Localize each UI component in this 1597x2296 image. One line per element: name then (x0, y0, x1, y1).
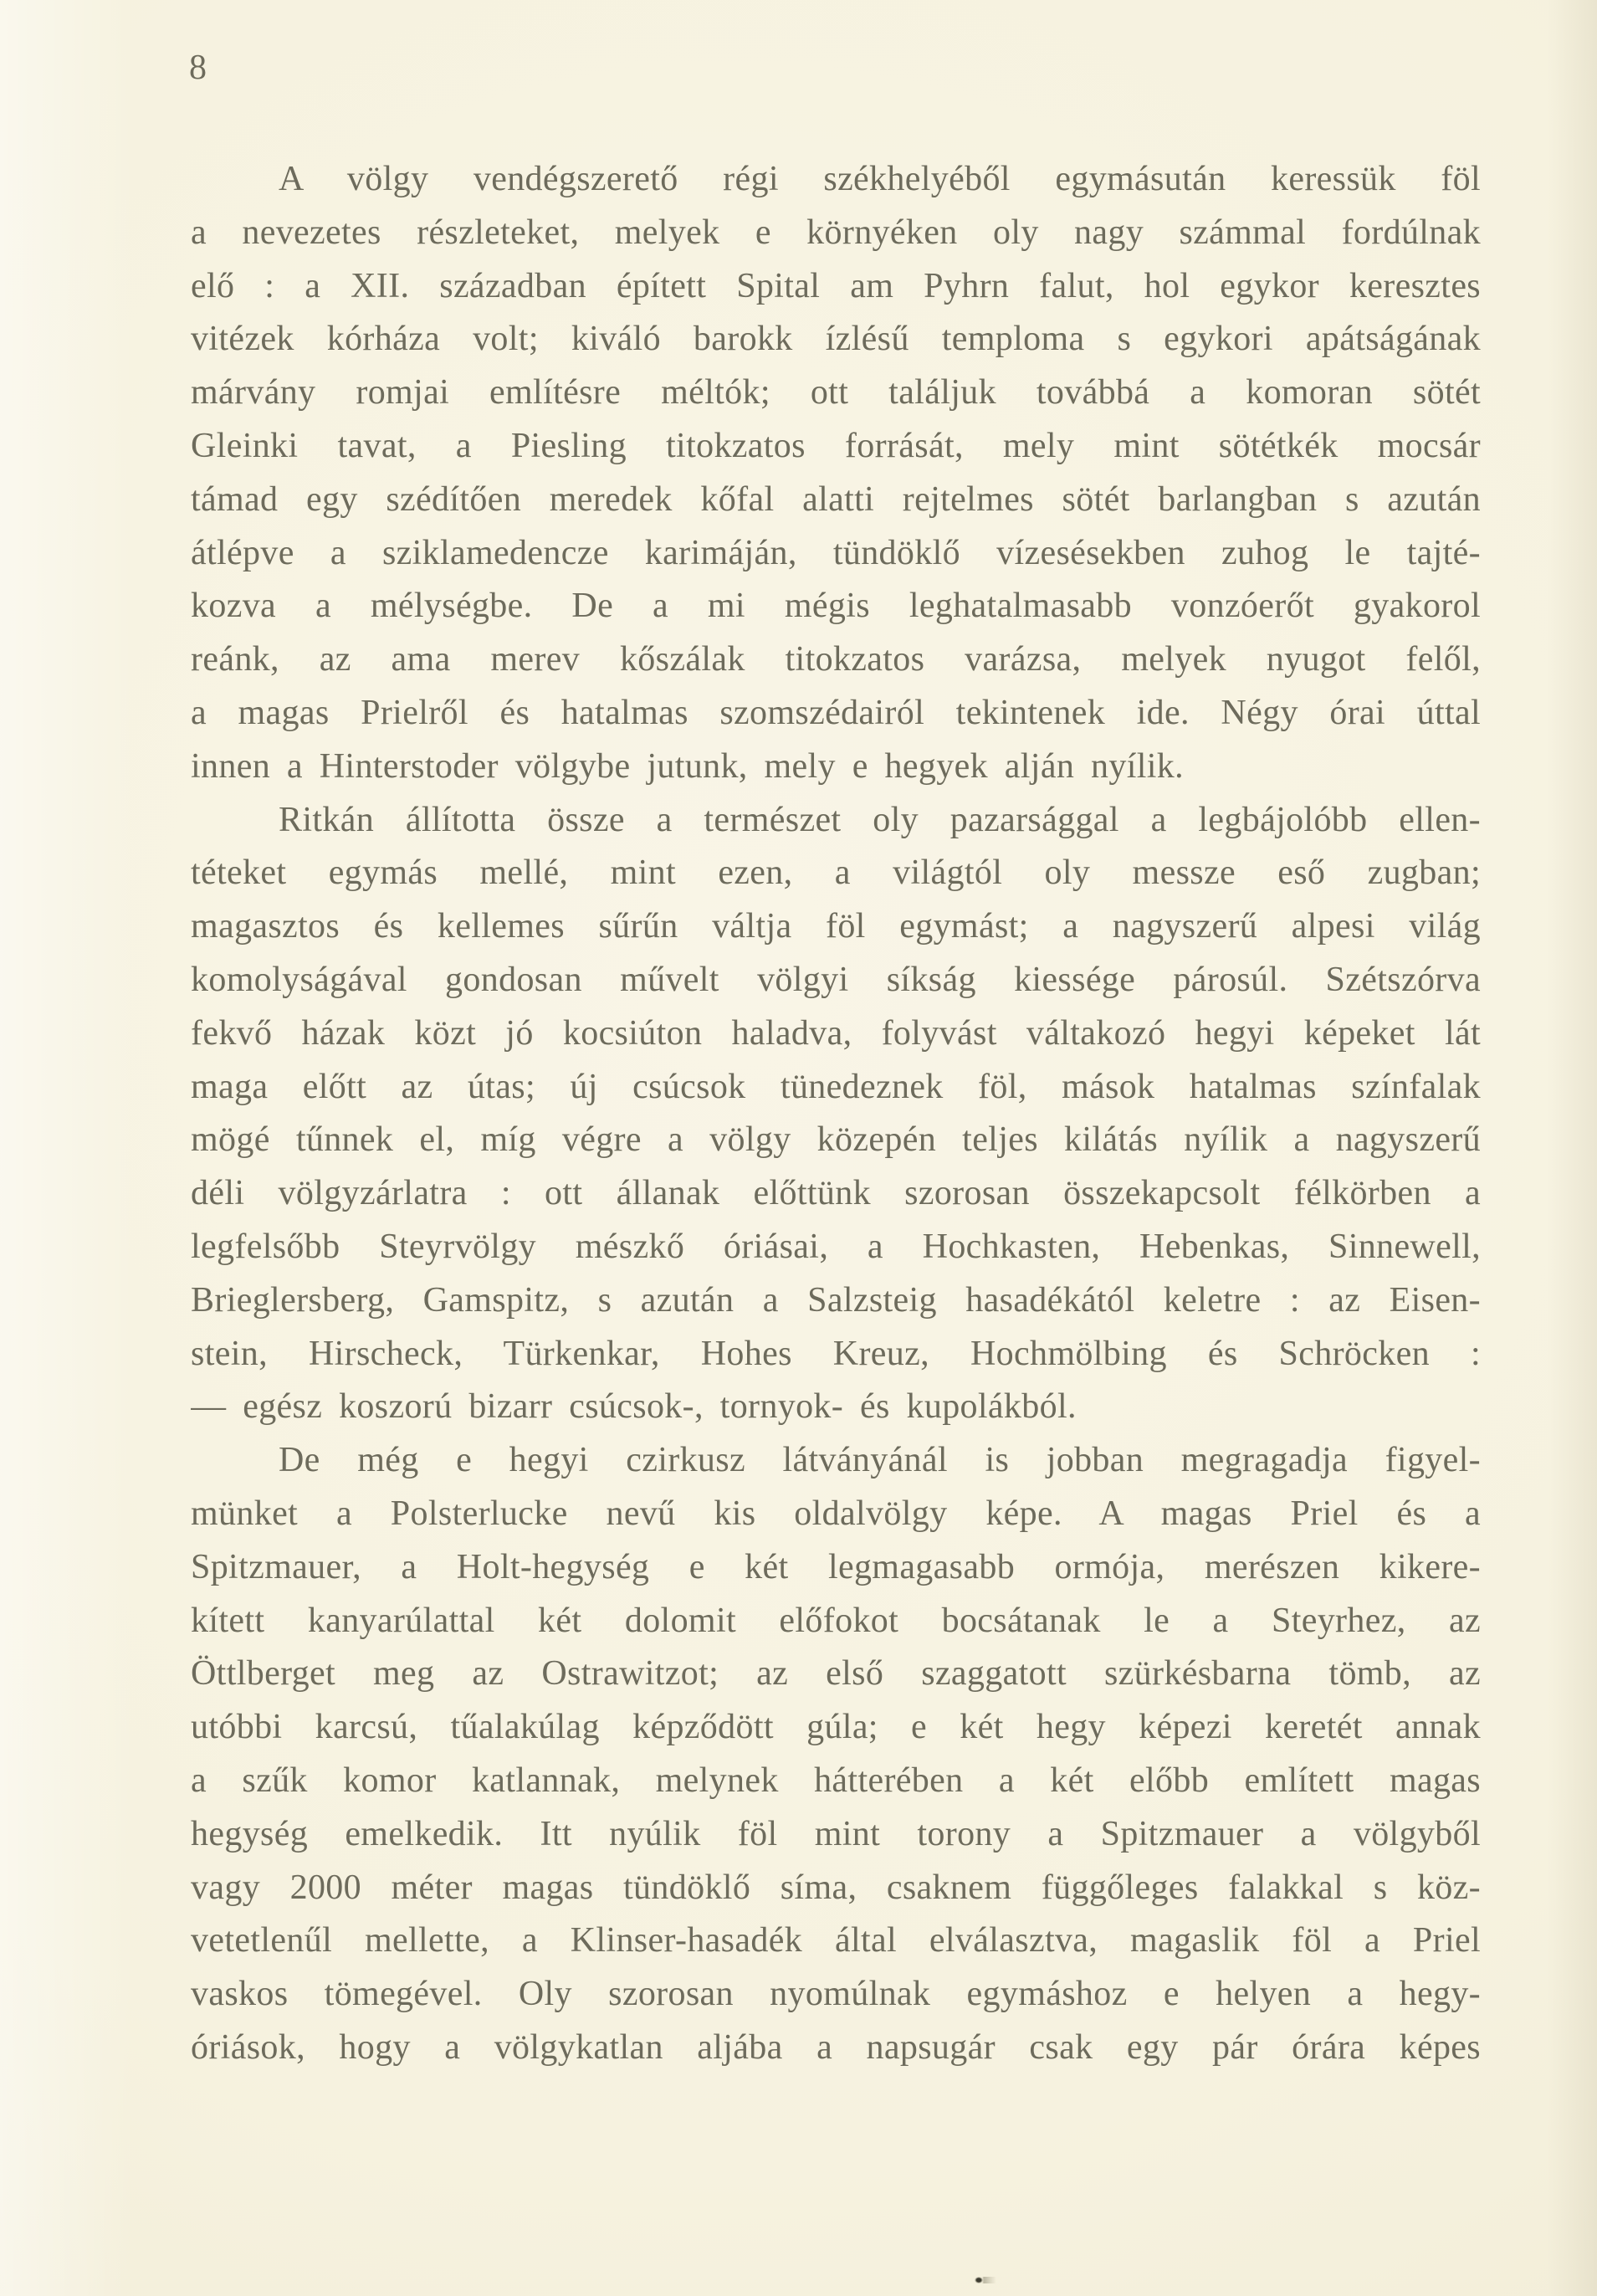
text-line: támad egy szédítően meredek kőfal alatti rejtelmes sötét barlangban s azután (191, 479, 1481, 519)
scan-artifact-left (0, 0, 134, 2296)
text-line: vaskos tömegével. Oly szorosan nyomúlnak egymáshoz e helyen a hegy- (191, 1975, 1481, 2014)
text-line: a szűk komor katlannak, melynek hátterében a két előbb említett magas (191, 1760, 1481, 1800)
text-line: komolyságával gondosan művelt völgyi síkság kiessége párosúl. Szétszórva (191, 960, 1481, 999)
text-line: hegység emelkedik. Itt nyúlik föl mint torony a Spitzmauer a völgyből (191, 1814, 1481, 1853)
text-line: óriások, hogy a völgykatlan aljába a napsugár csak egy pár órára képes (191, 2027, 1481, 2067)
text-line: márvány romjai említésre méltók; ott találjuk továbbá a komoran sötét (191, 373, 1481, 413)
text-line: kozva a mélységbe. De a mi mégis leghatalmasabb vonzóerőt gyakorol (191, 587, 1481, 626)
text-line: vetetlenűl mellette, a Klinser-hasadék által elválasztva, magaslik föl a Priel (191, 1921, 1481, 1960)
text-line: stein, Hirscheck, Türkenkar, Hohes Kreuz, Hochmölbing és Schröcken : (191, 1334, 1481, 1373)
text-line: De még e hegyi czirkusz látványánál is jobban megragadja figyel- (279, 1441, 1481, 1480)
paragraph (191, 153, 1481, 794)
text-line: reánk, az ama merev kőszálak titokzatos varázsa, melyek nyugot felől, (191, 640, 1481, 679)
text-line: a nevezetes részleteket, melyek e környéken oly nagy számmal fordúlnak (191, 213, 1481, 252)
text-line: — egész koszorú bizarr csúcsok-, tornyok- és kupolákból. (191, 1387, 1077, 1427)
text-line: legfelsőbb Steyrvölgy mészkő óriásai, a Hochkasten, Hebenkas, Sinnewell, (191, 1227, 1481, 1266)
ink-speck (974, 2277, 999, 2283)
text-line: téteket egymás mellé, mint ezen, a világtól oly messze eső zugban; (191, 853, 1481, 893)
text-line: vagy 2000 méter magas tündöklő síma, csaknem függőleges falakkal s köz- (191, 1868, 1481, 1907)
text-line: mögé tűnnek el, míg végre a völgy közepén teljes kilátás nyílik a nagyszerű (191, 1120, 1481, 1160)
text-line: vitézek kórháza volt; kiváló barokk ízlésű temploma s egykori apátságának (191, 320, 1481, 359)
text-line: Gleinki tavat, a Piesling titokzatos forrását, mely mint sötétkék mocsár (191, 426, 1481, 465)
paragraph (191, 1434, 1481, 2075)
paragraph (191, 794, 1481, 1435)
text-line: kített kanyarúlattal két dolomit előfokot bocsátanak le a Steyrhez, az (191, 1601, 1481, 1640)
text-line: münket a Polsterlucke nevű kis oldalvölgy képe. A magas Priel és a (191, 1494, 1481, 1533)
text-line: Ritkán állította össze a természet oly pazarsággal a legbájolóbb ellen- (279, 800, 1481, 839)
text-line: Öttlberget meg az Ostrawitzot; az első szaggatott szürkésbarna tömb, az (191, 1654, 1481, 1694)
page-text (191, 153, 1481, 2075)
text-line: a magas Prielről és hatalmas szomszédairól tekintenek ide. Négy órai úttal (191, 693, 1481, 732)
text-line: maga előtt az útas; új csúcsok tünedeznek föl, mások hatalmas színfalak (191, 1067, 1481, 1106)
text-line: fekvő házak közt jó kocsiúton haladva, folyvást váltakozó hegyi képeket lát (191, 1013, 1481, 1053)
text-line: elő : a XII. században épített Spital am Pyhrn falut, hol egykor keresztes (191, 266, 1481, 305)
text-line: innen a Hinterstoder völgybe jutunk, mely e hegyek alján nyílik. (191, 746, 1184, 786)
scan-artifact-right (1547, 0, 1597, 2296)
text-line: átlépve a sziklamedencze karimáján, tündöklő vízesésekben zuhog le tajté- (191, 533, 1481, 572)
text-line: déli völgyzárlatra : ott állanak előttünk szorosan összekapcsolt félkörben a (191, 1174, 1481, 1213)
page-number: 8 (189, 49, 207, 87)
text-line: magasztos és kellemes sűrűn váltja föl egymást; a nagyszerű alpesi világ (191, 907, 1481, 946)
text-line: utóbbi karcsú, tűalakúlag képződött gúla; e két hegy képezi keretét annak (191, 1708, 1481, 1747)
text-line: Brieglersberg, Gamspitz, s azután a Salzsteig hasadékától keletre : az Eisen- (191, 1280, 1481, 1320)
text-line: A völgy vendégszerető régi székhelyéből egymásután keressük föl (279, 160, 1481, 198)
text-line: Spitzmauer, a Holt-hegység e két legmagasabb ormója, merészen kikere- (191, 1547, 1481, 1586)
